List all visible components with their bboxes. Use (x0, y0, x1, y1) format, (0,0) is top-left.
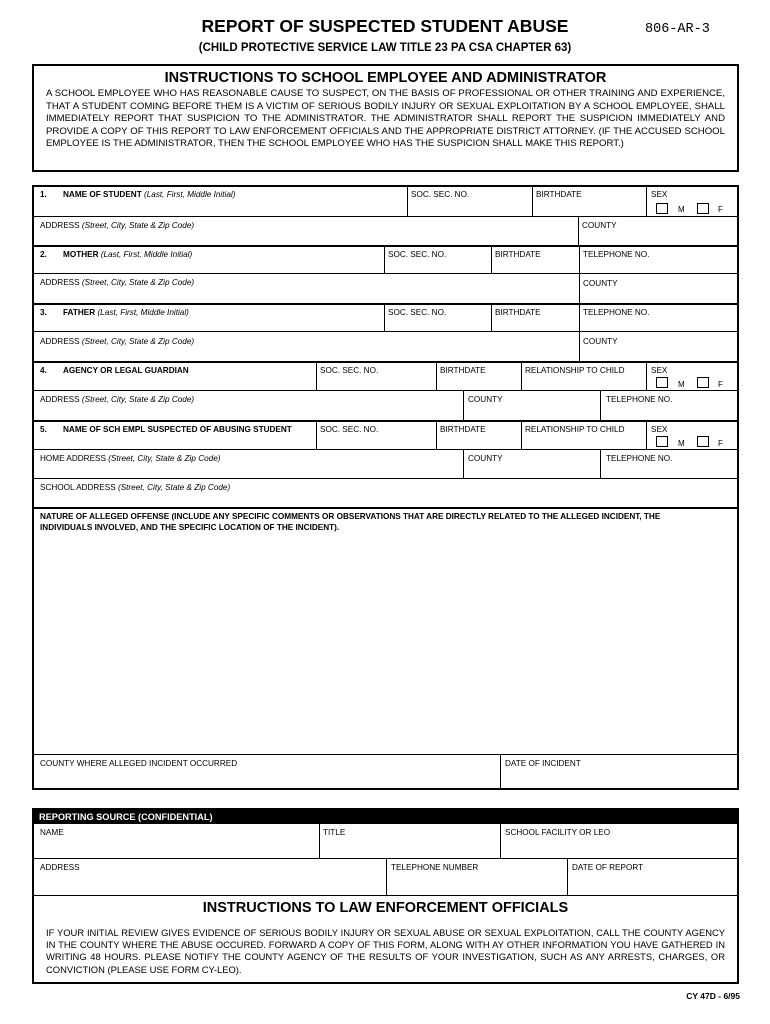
mother-name-hint: (Last, First, Middle Initial) (100, 250, 193, 259)
employee-number: 5. (40, 425, 47, 434)
guardian-ssn-field[interactable]: SOC. SEC. NO. (320, 366, 379, 375)
employee-home-address-hint: (Street, City, State & Zip Code) (108, 454, 221, 463)
student-sex-m-label: M (678, 205, 685, 214)
father-address-label: ADDRESS (40, 337, 80, 346)
employee-sex-m-checkbox[interactable] (656, 436, 668, 447)
mother-number: 2. (40, 250, 47, 259)
reporter-title-field[interactable]: TITLE (323, 828, 346, 837)
employee-home-address-field[interactable] (40, 454, 221, 463)
employee-school-address-label: SCHOOL ADDRESS (40, 483, 116, 492)
employee-school-address-hint: (Street, City, State & Zip Code) (117, 483, 231, 492)
employee-ssn-field[interactable]: SOC. SEC. NO. (320, 425, 379, 434)
employee-sex-label: SEX (651, 425, 668, 434)
father-ssn-field[interactable]: SOC. SEC. NO. (388, 308, 447, 317)
employee-birthdate-field[interactable]: BIRTHDATE (440, 425, 486, 434)
offense-label-line2: INDIVIDUALS INVOLVED, AND THE SPECIFIC LOCATION OF THE INCIDENT). (40, 522, 340, 532)
employee-instructions-text: A SCHOOL EMPLOYEE WHO HAS REASONABLE CAUSE TO SUSPECT, ON THE BASIS OF PROFESSIONAL OR OTHER TRAINING AND EXPERIENCE, THAT A STUDENT COMING BEFORE THEM IS A VICTIM OF SERIOUS BODILY INJURY OR SEXUAL EXPLOITATION BY A SCHOOL EMPLOYEE, SHALL IMMEDIATELY REPORT THAT SUSPICION TO THE ADMINISTRATOR. THE ADMINISTRATOR SHALL REPORT THE SUSPICION IMMEDIATELY AND PROVIDE A COPY OF THIS REPORT TO LAW ENFORCEMENT OFFICIALS AND THE APPROPRIATE DISTRICT ATTORNEY. (IF THE ACCUSED SCHOOL EMPLOYEE IS THE ADMINISTRATOR, THEN THE SCHOOL EMPLOYEE WHO HAS THE SUSPICION SHALL MAKE THIS REPORT.) (46, 88, 725, 150)
employee-county-field[interactable]: COUNTY (468, 454, 503, 463)
guardian-name-field[interactable] (63, 366, 189, 375)
mother-name-field[interactable] (63, 250, 192, 259)
father-address-field[interactable] (40, 337, 194, 346)
employee-sex-m-label: M (678, 439, 685, 448)
father-telephone-field[interactable]: TELEPHONE NO. (583, 308, 650, 317)
student-name-label: NAME OF STUDENT (63, 190, 142, 199)
guardian-sex-f-label: F (718, 380, 723, 389)
reporter-facility-field[interactable]: SCHOOL FACILITY OR LEO (505, 828, 611, 837)
leo-instructions-text: IF YOUR INITIAL REVIEW GIVES EVIDENCE OF SERIOUS BODILY INJURY OR SEXUAL ABUSE OR SEXUAL EXPLOITATION, CALL THE COUNTY AGENCY IN THE COUNTY WHERE THE ABUSE OCCURED. FORWARD A COPY OF THIS FORM, ALONG WITH AY OTHER INFORMATION YOU HAVE GATHERED IN WRITING 48 HOURS. PLEASE NOTIFY THE COUNTY AGENCY OF THE RESULTS OF YOUR INVESTIGATION, SUCH AS ANY ARRESTS, CHARGES, OR CONVICTION (PLEASE USE FORM CY-LEO). (46, 927, 725, 975)
form-subtitle: (CHILD PROTECTIVE SERVICE LAW TITLE 23 PA CSA CHAPTER 63) (198, 42, 572, 54)
guardian-sex-m-checkbox[interactable] (656, 377, 668, 388)
guardian-sex-f-checkbox[interactable] (697, 377, 709, 388)
student-sex-m-checkbox[interactable] (656, 203, 668, 214)
employee-name-label: NAME OF SCH EMPL SUSPECTED OF ABUSING STUDENT (63, 425, 292, 434)
leo-instructions-heading: INSTRUCTIONS TO LAW ENFORCEMENT OFFICIALS (202, 900, 569, 916)
reporter-name-field[interactable]: NAME (40, 828, 64, 837)
mother-address-field[interactable] (40, 278, 194, 287)
father-name-hint: (Last, First, Middle Initial) (97, 308, 189, 317)
student-address-hint: (Street, City, State & Zip Code) (81, 221, 195, 230)
father-birthdate-field[interactable]: BIRTHDATE (495, 308, 541, 317)
employee-home-address-label: HOME ADDRESS (40, 454, 106, 463)
guardian-relationship-field[interactable]: RELATIONSHIP TO CHILD (525, 366, 625, 375)
student-ssn-field[interactable]: SOC. SEC. NO. (411, 190, 470, 199)
form-number: 806-AR-3 (645, 22, 710, 37)
student-sex-label: SEX (651, 190, 668, 199)
student-county-field[interactable]: COUNTY (582, 221, 617, 230)
father-name-field[interactable] (63, 308, 189, 317)
guardian-number: 4. (40, 366, 47, 375)
reporting-source-heading: REPORTING SOURCE (CONFIDENTIAL) (34, 810, 737, 824)
student-name-field[interactable] (63, 190, 235, 199)
guardian-address-label: ADDRESS (40, 395, 80, 404)
guardian-county-field[interactable]: COUNTY (468, 395, 503, 404)
student-name-hint: (Last, First, Middle Initial) (143, 190, 236, 199)
father-address-hint: (Street, City, State & Zip Code) (81, 337, 195, 346)
student-sex-f-label: F (718, 205, 723, 214)
student-sex-f-checkbox[interactable] (697, 203, 709, 214)
father-name-label: FATHER (63, 308, 96, 317)
reporter-telephone-field[interactable]: TELEPHONE NUMBER (391, 863, 479, 872)
employee-telephone-field[interactable]: TELEPHONE NO. (606, 454, 673, 463)
mother-ssn-field[interactable]: SOC. SEC. NO. (388, 250, 447, 259)
employee-school-address-field[interactable] (40, 483, 230, 492)
incident-county-field[interactable]: COUNTY WHERE ALLEGED INCIDENT OCCURRED (40, 759, 238, 768)
mother-birthdate-field[interactable]: BIRTHDATE (495, 250, 541, 259)
offense-label-line1: NATURE OF ALLEGED OFFENSE (INCLUDE ANY SPECIFIC COMMENTS OR OBSERVATIONS THAT ARE DIRECTLY RELATED TO THE ALLEGED INCIDENT, THE (40, 512, 661, 521)
employee-instructions-box (32, 64, 739, 172)
student-address-label: ADDRESS (40, 221, 80, 230)
student-birthdate-field[interactable]: BIRTHDATE (536, 190, 582, 199)
employee-sex-f-checkbox[interactable] (697, 436, 709, 447)
mother-address-hint: (Street, City, State & Zip Code) (81, 278, 195, 287)
mother-telephone-field[interactable]: TELEPHONE NO. (583, 250, 650, 259)
student-number: 1. (40, 190, 47, 199)
incident-date-field[interactable]: DATE OF INCIDENT (505, 759, 581, 768)
mother-name-label: MOTHER (63, 250, 99, 259)
student-address-field[interactable] (40, 221, 194, 230)
employee-name-field[interactable] (63, 425, 292, 434)
employee-relationship-field[interactable]: RELATIONSHIP TO CHILD (525, 425, 625, 434)
father-county-field[interactable]: COUNTY (583, 337, 618, 346)
employee-instructions-heading: INSTRUCTIONS TO SCHOOL EMPLOYEE AND ADMINISTRATOR (164, 70, 607, 86)
guardian-telephone-field[interactable]: TELEPHONE NO. (606, 395, 673, 404)
guardian-sex-label: SEX (651, 366, 668, 375)
mother-county-field[interactable]: COUNTY (583, 279, 618, 288)
mother-address-label: ADDRESS (40, 278, 80, 287)
form-title: REPORT OF SUSPECTED STUDENT ABUSE (201, 16, 569, 36)
guardian-sex-m-label: M (678, 380, 685, 389)
guardian-birthdate-field[interactable]: BIRTHDATE (440, 366, 486, 375)
form-code: CY 47D - 6/95 (686, 991, 740, 1001)
employee-sex-f-label: F (718, 439, 723, 448)
guardian-address-hint: (Street, City, State & Zip Code) (81, 395, 195, 404)
offense-description-field[interactable] (40, 512, 660, 533)
father-number: 3. (40, 308, 47, 317)
guardian-name-label: AGENCY OR LEGAL GUARDIAN (63, 366, 189, 375)
reporter-address-field[interactable]: ADDRESS (40, 863, 80, 872)
report-date-field[interactable]: DATE OF REPORT (572, 863, 644, 872)
guardian-address-field[interactable] (40, 395, 194, 404)
